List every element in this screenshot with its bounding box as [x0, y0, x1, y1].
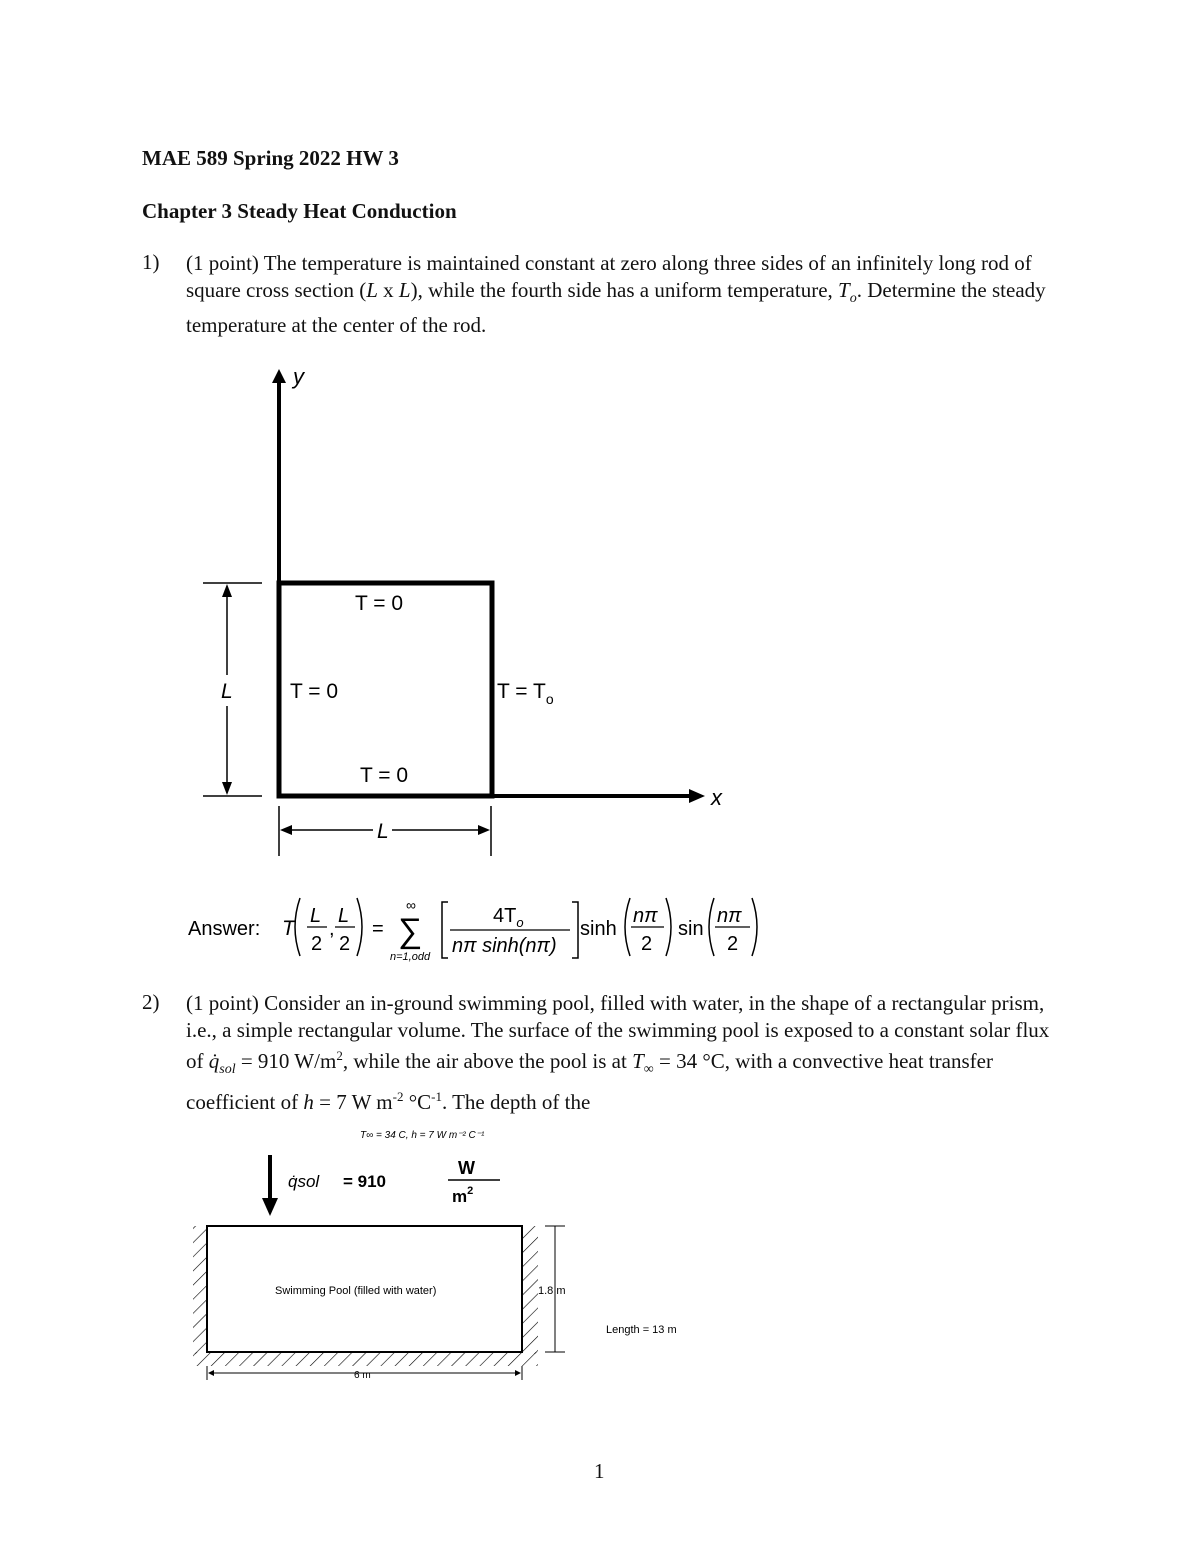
svg-text:,: ,: [329, 918, 335, 940]
svg-text:2: 2: [339, 933, 351, 955]
x-arrow-icon: [689, 789, 705, 803]
width-dimension-label: L: [377, 820, 389, 843]
course-title: MAE 589 Spring 2022 HW 3: [142, 146, 399, 170]
width-label: 6 m: [354, 1370, 371, 1381]
right-bc-label: $T = T_o$: [497, 680, 554, 707]
svg-text:2: 2: [311, 933, 323, 955]
bottom-bc-label: T = 0: [360, 764, 409, 787]
height-dimension-label: L: [221, 680, 233, 703]
answer-formula: [0, 880, 1200, 980]
svg-text:nπ: nπ: [633, 905, 658, 927]
pool-label: Swimming Pool (filled with water): [275, 1285, 437, 1297]
svg-text:q̇sol: q̇sol: [288, 1172, 320, 1191]
top-bc-label: T = 0: [355, 592, 404, 615]
swimming-pool-diagram: [0, 1110, 1200, 1400]
depth-label: 1.8 m: [538, 1285, 566, 1297]
ambient-conditions-label: T∞ = 34 C, h = 7 W m⁻² C⁻¹: [360, 1130, 485, 1141]
svg-text:nπ sinh(nπ): nπ sinh(nπ): [452, 935, 557, 957]
y-axis-label: y: [293, 364, 304, 389]
svg-text:∞: ∞: [406, 897, 416, 913]
problem2-text: (1 point) Consider an in-ground swimming pool, filled with water, in the shape of a rectangular prism, i.e., a simple rectangular volume. The surface of the swimming pool is exposed to a constant solar flux of $q̇_{sol} = 910$ $W/m^2$, while the air above the pool is at $T_\infty = 34$ °C, with a convective heat transfer coefficient of h = 7 W $m^{-2}$ $^\circ C^{-1}$. The depth of the: [186, 991, 1050, 1114]
problem2-number: 2): [142, 990, 160, 1014]
answer-label: Answer:: [188, 918, 261, 940]
left-bc-label: T = 0: [290, 680, 339, 703]
svg-text:W: W: [458, 1158, 475, 1178]
svg-text:sinh: sinh: [580, 918, 617, 940]
problem1-number: 1): [142, 250, 160, 274]
svg-text:nπ: nπ: [717, 905, 742, 927]
x-axis-label: x: [711, 785, 722, 810]
svg-text:∑: ∑: [398, 912, 423, 950]
solar-flux-arrow-icon: [262, 1198, 278, 1216]
chapter-title: Chapter 3 Steady Heat Conduction: [142, 199, 457, 223]
svg-text:= 910: = 910: [343, 1172, 387, 1191]
svg-text:T: T: [282, 917, 295, 940]
svg-text:2: 2: [641, 933, 653, 955]
svg-text:L: L: [338, 905, 350, 927]
svg-text:sin: sin: [678, 918, 704, 940]
page-number: 1: [594, 1459, 605, 1483]
length-label: Length = 13 m: [606, 1324, 677, 1336]
svg-text:4To: $4T_o$: [493, 905, 524, 930]
problem1-text: (1 point) The temperature is maintained constant at zero along three sides of an infinitely long rod of square cross section (L x L), while the fourth side has a uniform temperature, $T_o$. Determine the steady temperature at the center of the rod.: [186, 251, 1046, 338]
svg-text:2: 2: [727, 933, 739, 955]
svg-text:m2: $m^2$: [452, 1185, 474, 1206]
svg-text:L: L: [310, 905, 322, 927]
svg-text:n=1,odd: n=1,odd: [390, 951, 431, 963]
y-arrow-icon: [272, 369, 286, 383]
svg-text:=: =: [372, 918, 384, 940]
